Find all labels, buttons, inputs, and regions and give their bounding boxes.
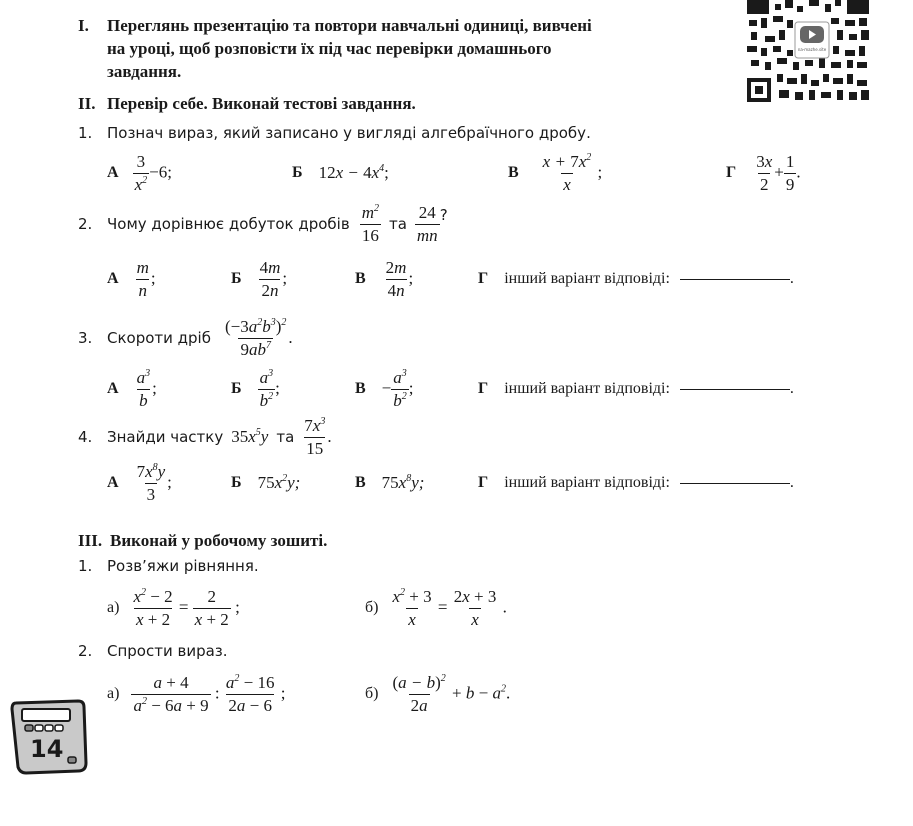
- q2-g-letter: Г: [478, 270, 489, 287]
- q2-fraction-2: $\frac{24}{mn}$: [416, 202, 438, 245]
- q3-option-b[interactable]: [231, 364, 280, 414]
- q4-option-g[interactable]: [478, 458, 794, 508]
- q2-v-letter: В: [355, 270, 366, 287]
- t1-b-label: б): [365, 599, 379, 616]
- t2-a-label: а): [107, 685, 120, 702]
- q1-v-letter: В: [508, 164, 519, 181]
- q3-option-v[interactable]: [355, 364, 414, 414]
- t1-a-label: а): [107, 599, 120, 616]
- q2-answer-line[interactable]: [680, 278, 790, 280]
- q3-v-letter: В: [355, 380, 366, 397]
- q3-fraction: $\frac{(-3a^2b^3)^2}{9ab^7}$: [224, 316, 287, 359]
- q2-text: Чому дорівнює добуток дробів: [107, 215, 350, 233]
- q4-fraction: $\frac{7x^3}{15}$: [304, 415, 326, 458]
- q1-text: Познач вираз, який записано у вигляді алгебраїчного дробу.: [107, 124, 591, 142]
- q4-text: Знайди частку: [107, 428, 224, 446]
- q2-g-text: інший варіант відповіді:: [504, 270, 670, 287]
- q4-g-text: інший варіант відповіді:: [504, 474, 670, 491]
- page-number: 14: [30, 735, 64, 763]
- q1-g-expr: $\frac{3x}{2}$ + $\frac{1}{9}$ .: [756, 151, 801, 194]
- section-3-title: Виконай у робочому зошиті.: [110, 531, 328, 550]
- q2-a-expr: $\frac{m}{n}$ ;: [136, 257, 156, 300]
- t1-text: Розв’яжи рівняння.: [107, 557, 259, 575]
- q4-end-dot: .: [327, 427, 332, 446]
- q2-option-g[interactable]: [478, 256, 794, 302]
- q4-option-v[interactable]: [355, 458, 424, 508]
- q2-b-letter: Б: [231, 270, 242, 287]
- q1-number: 1.: [78, 124, 93, 142]
- q2-fraction-1: $\frac{m^2}{16}$: [361, 202, 379, 245]
- q3-text: Скороти дріб: [107, 329, 211, 347]
- q3-answer-line[interactable]: [680, 388, 790, 390]
- q4-v-letter: В: [355, 474, 366, 491]
- page-number-badge: [8, 695, 90, 777]
- q4-b-expr: $75x^2y$;: [257, 473, 301, 492]
- q2-number: 2.: [78, 215, 93, 233]
- q4-end-dot: .: [789, 474, 794, 491]
- t1-part-b: [365, 583, 507, 633]
- q1-option-b[interactable]: [292, 150, 389, 196]
- qr-badge-text: na-mazhe.site: [797, 47, 827, 52]
- section-3-numeral: III.: [78, 531, 103, 550]
- section-1-line-2: на уроці, щоб розповісти їх під час перевірки домашнього: [107, 39, 552, 58]
- q4-answer-line[interactable]: [680, 482, 790, 484]
- t1-b-expr: $\frac{x^2 + 3}{x}$ = $\frac{2x + 3}{x}$ .: [392, 586, 507, 629]
- q3-g-text: інший варіант відповіді:: [504, 380, 670, 397]
- q3-end-dot: .: [288, 328, 293, 347]
- section-2-numeral: II.: [78, 94, 96, 113]
- q4-number: 4.: [78, 428, 93, 446]
- q2-end-dot: .: [789, 270, 794, 287]
- q2-option-b[interactable]: [231, 256, 287, 302]
- q3-a-expr: $\frac{a^3}{b}$ ;: [136, 367, 157, 410]
- q4-a-expr: $\frac{7x^8y}{3}$ ;: [136, 461, 172, 504]
- section-2-title: Перевір себе. Виконай тестові завдання.: [107, 94, 416, 113]
- q1-option-a[interactable]: [107, 150, 172, 196]
- t2-part-a: [107, 668, 285, 720]
- q1-b-expr: $12x - 4x^4$;: [318, 163, 389, 182]
- q2-v-expr: $\frac{2m}{4n}$ ;: [385, 257, 414, 300]
- t1-part-a: [107, 583, 240, 633]
- q2-option-v[interactable]: [355, 256, 413, 302]
- qr-code[interactable]: [745, 0, 871, 102]
- q3-end-dot: .: [789, 380, 794, 397]
- q4-expr-1: $35x^5y$: [231, 427, 269, 446]
- q3-b-letter: Б: [231, 380, 242, 397]
- q2-stem: [78, 200, 448, 248]
- t2-number: 2.: [78, 642, 93, 660]
- q1-option-v[interactable]: [508, 150, 602, 196]
- q1-b-letter: Б: [292, 164, 303, 181]
- q3-v-expr: − $\frac{a^3}{b^2}$ ;: [381, 367, 414, 410]
- q2-and: та: [388, 215, 407, 233]
- q1-option-g[interactable]: [726, 150, 801, 196]
- q3-option-a[interactable]: [107, 364, 157, 414]
- q4-option-a[interactable]: [107, 458, 172, 508]
- q2-a-letter: А: [107, 270, 119, 287]
- q4-stem: [78, 412, 332, 462]
- t2-a-expr: $\frac{a + 4}{a^2 - 6a + 9}$ : $\frac{a^2 - 16}{2a - 6}$ ;: [133, 672, 286, 715]
- q2-question-mark: ?: [439, 206, 448, 224]
- section-1-line-1: Переглянь презентацію та повтори навчальні одиниці, вивчені: [107, 16, 592, 35]
- q3-stem: [78, 314, 293, 362]
- t2-b-label: б): [365, 685, 379, 702]
- section-1-line-3: завдання.: [107, 62, 182, 81]
- q2-b-expr: $\frac{4m}{2n}$ ;: [259, 257, 288, 300]
- q1-v-expr: $\frac{x + 7x^2}{x}$ ;: [542, 151, 603, 194]
- q3-a-letter: А: [107, 380, 119, 397]
- q3-b-expr: $\frac{a^3}{b^2}$ ;: [259, 367, 280, 410]
- q1-g-letter: Г: [726, 164, 737, 181]
- q4-a-letter: А: [107, 474, 119, 491]
- t2-text: Спрости вираз.: [107, 642, 228, 660]
- t1-a-expr: $\frac{x^2 - 2}{x + 2}$ = $\frac{2}{x + 2}$ ;: [133, 586, 240, 629]
- q4-b-letter: Б: [231, 474, 242, 491]
- t2-b-expr: $\frac{(a - b)^2}{2a}$ + $b - a^2$.: [392, 672, 511, 715]
- q3-number: 3.: [78, 329, 93, 347]
- q1-a-letter: А: [107, 164, 119, 181]
- q3-option-g[interactable]: [478, 364, 794, 414]
- q2-option-a[interactable]: [107, 256, 156, 302]
- q4-g-letter: Г: [478, 474, 489, 491]
- q1-a-expr: $\frac{3}{x^2}$ −6;: [134, 151, 172, 194]
- q4-option-b[interactable]: [231, 458, 300, 508]
- t1-number: 1.: [78, 557, 93, 575]
- q3-g-letter: Г: [478, 380, 489, 397]
- section-1-numeral: I.: [78, 16, 89, 35]
- t2-part-b: [365, 668, 510, 720]
- q4-and: та: [276, 428, 295, 446]
- q4-v-expr: $75x^8y$;: [381, 473, 425, 492]
